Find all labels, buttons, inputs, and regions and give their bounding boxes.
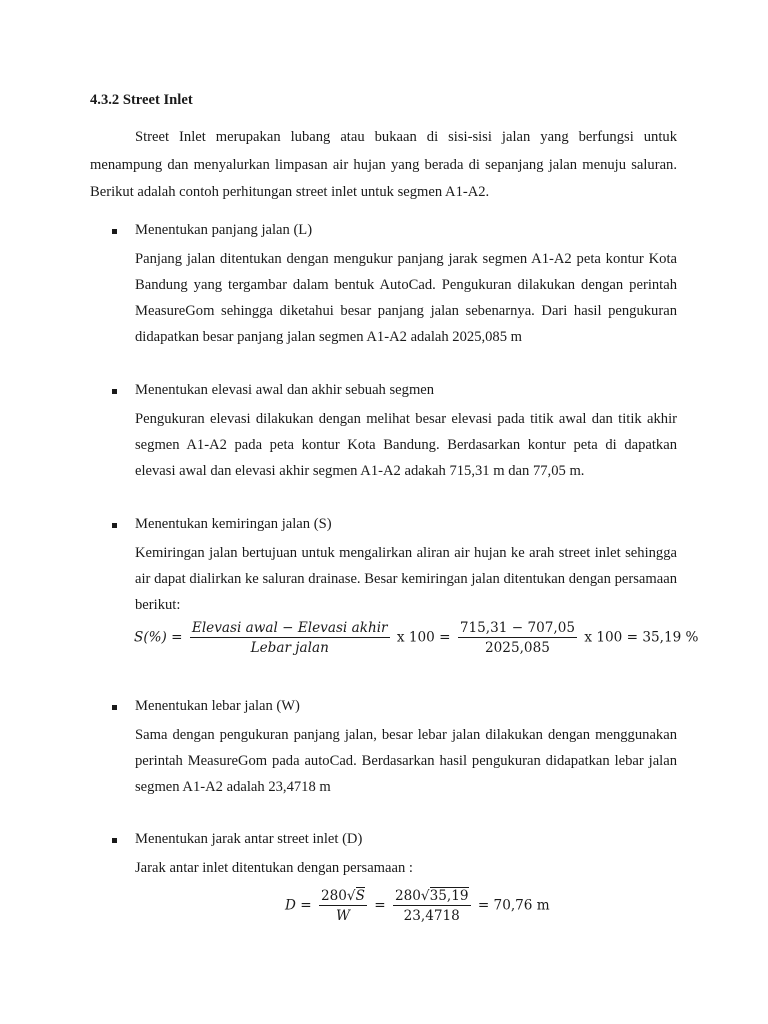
slope-equation <box>134 620 698 656</box>
bullet-square-icon <box>112 838 117 843</box>
eq-multiplier: x 100 = <box>396 629 451 646</box>
eq-denominator: 23,4718 <box>403 908 460 924</box>
bullet-square-icon <box>112 523 117 528</box>
bullet-square-icon <box>112 389 117 394</box>
list-item-title: Menentukan jarak antar street inlet (D) <box>135 831 363 847</box>
eq-radicand: S <box>355 888 365 904</box>
eq-coefficient: 280 <box>320 888 347 904</box>
eq-numerator <box>393 888 471 906</box>
eq-numerator: Elevasi awal − Elevasi akhir <box>191 620 388 636</box>
eq-numerator <box>319 888 367 906</box>
list-item-title: Menentukan kemiringan jalan (S) <box>135 516 332 532</box>
eq-lhs: D = <box>285 897 312 914</box>
list-item-body: Pengukuran elevasi dilakukan dengan melihat besar elevasi pada titik awal dan titik akhir segmen A1-A2 pada peta kontur Kota Bandung. Berdasarkan kontur peta di dapatkan elevasi awal dan elevasi akhir segmen A1-A2 adakah 715,31 m dan 77,05 m. <box>135 410 677 479</box>
eq-fraction <box>458 620 577 656</box>
list-item-title: Menentukan lebar jalan (W) <box>135 698 300 714</box>
bullet-square-icon <box>112 229 117 234</box>
eq-fraction <box>393 888 471 924</box>
distance-equation <box>285 888 550 924</box>
list-item-body: Panjang jalan ditentukan dengan mengukur panjang jarak segmen A1-A2 peta kontur Kota Bandung yang tergambar dalam bentuk AutoCad. Pengukuran dilakukan dengan perintah MeasureGom sehingga diketahui besar panjang jalan sebenarnya. Dari hasil pengukuran didapatkan besar panjang jalan segmen A1-A2 adalah 2025,085 m <box>135 250 677 346</box>
section-heading: 4.3.2 Street Inlet <box>90 92 193 108</box>
intro-text: Street Inlet merupakan lubang atau bukaan di sisi-sisi jalan yang berfungsi untuk menampung dan menyalurkan limpasan air hujan yang berada di sepanjang jalan menuju saluran. Berikut adalah contoh perhitungan street inlet untuk segmen A1-A2. <box>90 129 677 200</box>
list-item-title: Menentukan panjang jalan (L) <box>135 222 313 238</box>
eq-result: x 100 = 35,19 % <box>584 629 699 646</box>
eq-fraction <box>190 620 390 656</box>
list-item-title: Menentukan elevasi awal dan akhir sebuah segmen <box>135 382 435 398</box>
sqrt-icon: √ <box>346 888 356 904</box>
eq-coefficient: 280 <box>394 888 421 904</box>
eq-radicand: 35,19 <box>429 888 469 904</box>
list-item-body: Jarak antar inlet ditentukan dengan persamaan : <box>135 859 413 876</box>
eq-denominator: W <box>335 908 350 924</box>
eq-denominator: Lebar jalan <box>250 640 329 656</box>
bullet-square-icon <box>112 705 117 710</box>
eq-result: = 70,76 m <box>477 897 550 914</box>
eq-lhs: S(%) = <box>134 629 183 646</box>
list-item-body: Sama dengan pengukuran panjang jalan, besar lebar jalan dilakukan dengan menggunakan perintah MeasureGom pada autoCad. Berdasarkan hasil pengukuran didapatkan lebar jalan segmen A1-A2 adalah 23,4718 m <box>135 726 677 795</box>
eq-denominator: 2025,085 <box>485 640 550 656</box>
eq-numerator: 715,31 − 707,05 <box>459 620 576 636</box>
sqrt-icon: √ <box>420 888 430 904</box>
eq-fraction <box>319 888 367 924</box>
list-item-body: Kemiringan jalan bertujuan untuk mengalirkan aliran air hujan ke arah street inlet sehingga air dapat dialirkan ke saluran drainase. Besar kemiringan jalan ditentukan dengan persamaan berikut: <box>135 544 677 613</box>
eq-equals: = <box>374 897 386 914</box>
intro-paragraph <box>90 124 677 207</box>
